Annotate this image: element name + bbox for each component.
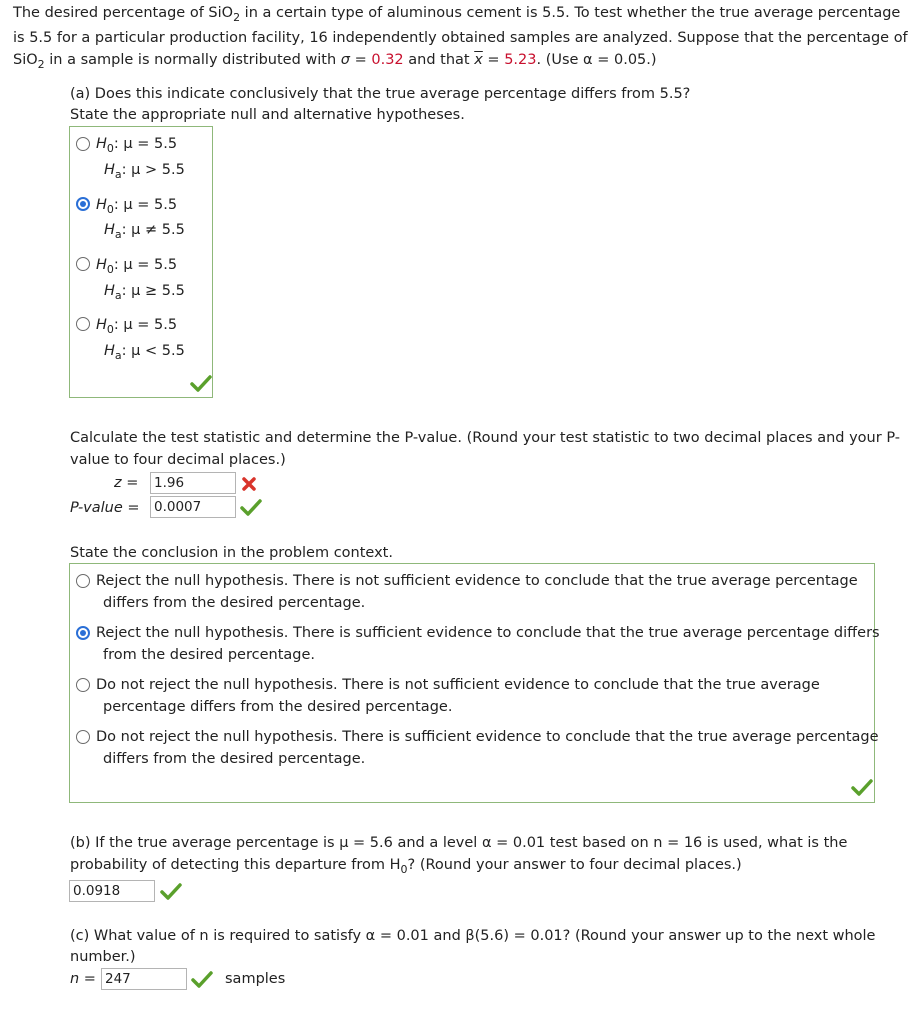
incorrect-cross-icon — [241, 476, 257, 492]
problem-line-3: SiO$_2$ in a sample is normally distributed with σ = 0.32 and that $\overline{x} = 5.23$. (Use α = 0.05.) — [13, 52, 657, 71]
problem-line-2: is 5.5 for a particular production facility, 16 independently obtained samples are analyzed. Suppose that the percentage of — [13, 30, 908, 46]
n-label: n = — [70, 971, 96, 987]
correct-check-icon — [191, 970, 213, 988]
conclusion-radio-4[interactable] — [76, 730, 90, 744]
z-label: z = — [114, 475, 139, 491]
hypothesis-radio-3[interactable] — [76, 257, 90, 271]
problem-line-1: The desired percentage of SiO$_2$ in a certain type of aluminous cement is 5.5. To test whether the true average percentage — [13, 5, 901, 24]
part-b-question-2: probability of detecting this departure from $H_0$? (Round your answer to four decimal places.) — [70, 857, 742, 876]
correct-check-icon — [190, 374, 212, 392]
part-c-question-1: (c) What value of n is required to satisfy α = 0.01 and β(5.6) = 0.01? (Round your answer up to the next whole — [70, 928, 876, 944]
conclusion-prompt: State the conclusion in the problem context. — [70, 545, 393, 561]
hypothesis-radio-2-selected[interactable] — [76, 197, 90, 211]
hypothesis-radio-4[interactable] — [76, 317, 90, 331]
part-b-answer-input[interactable]: 0.0918 — [69, 880, 155, 902]
part-b-question-1: (b) If the true average percentage is μ = 5.6 and a level α = 0.01 test based on n = 16 is used, what is the — [70, 835, 848, 851]
sigma-value: 0.32 — [371, 52, 404, 68]
z-input[interactable]: 1.96 — [150, 472, 236, 494]
part-c-question-2: number.) — [70, 949, 136, 965]
part-a-question: (a) Does this indicate conclusively that the true average percentage differs from 5.5? — [70, 86, 691, 102]
correct-check-icon — [160, 882, 182, 900]
xbar-value: 5.23 — [504, 52, 537, 68]
conclusion-radio-3[interactable] — [76, 678, 90, 692]
conclusion-radio-1[interactable] — [76, 574, 90, 588]
correct-check-icon — [851, 778, 873, 796]
test-stat-instruction-2: value to four decimal places.) — [70, 452, 286, 468]
p-value-label: P-value = — [70, 500, 140, 516]
conclusion-radio-2-selected[interactable] — [76, 626, 90, 640]
correct-check-icon — [240, 498, 262, 516]
p-value-input[interactable]: 0.0007 — [150, 496, 236, 518]
part-c-answer-input[interactable]: 247 — [101, 968, 187, 990]
hypothesis-radio-1[interactable] — [76, 137, 90, 151]
samples-unit-label: samples — [225, 971, 286, 987]
test-stat-instruction-1: Calculate the test statistic and determine the P-value. (Round your test statistic to two decimal places and your P- — [70, 430, 900, 446]
part-a-instruction: State the appropriate null and alternative hypotheses. — [70, 107, 465, 123]
